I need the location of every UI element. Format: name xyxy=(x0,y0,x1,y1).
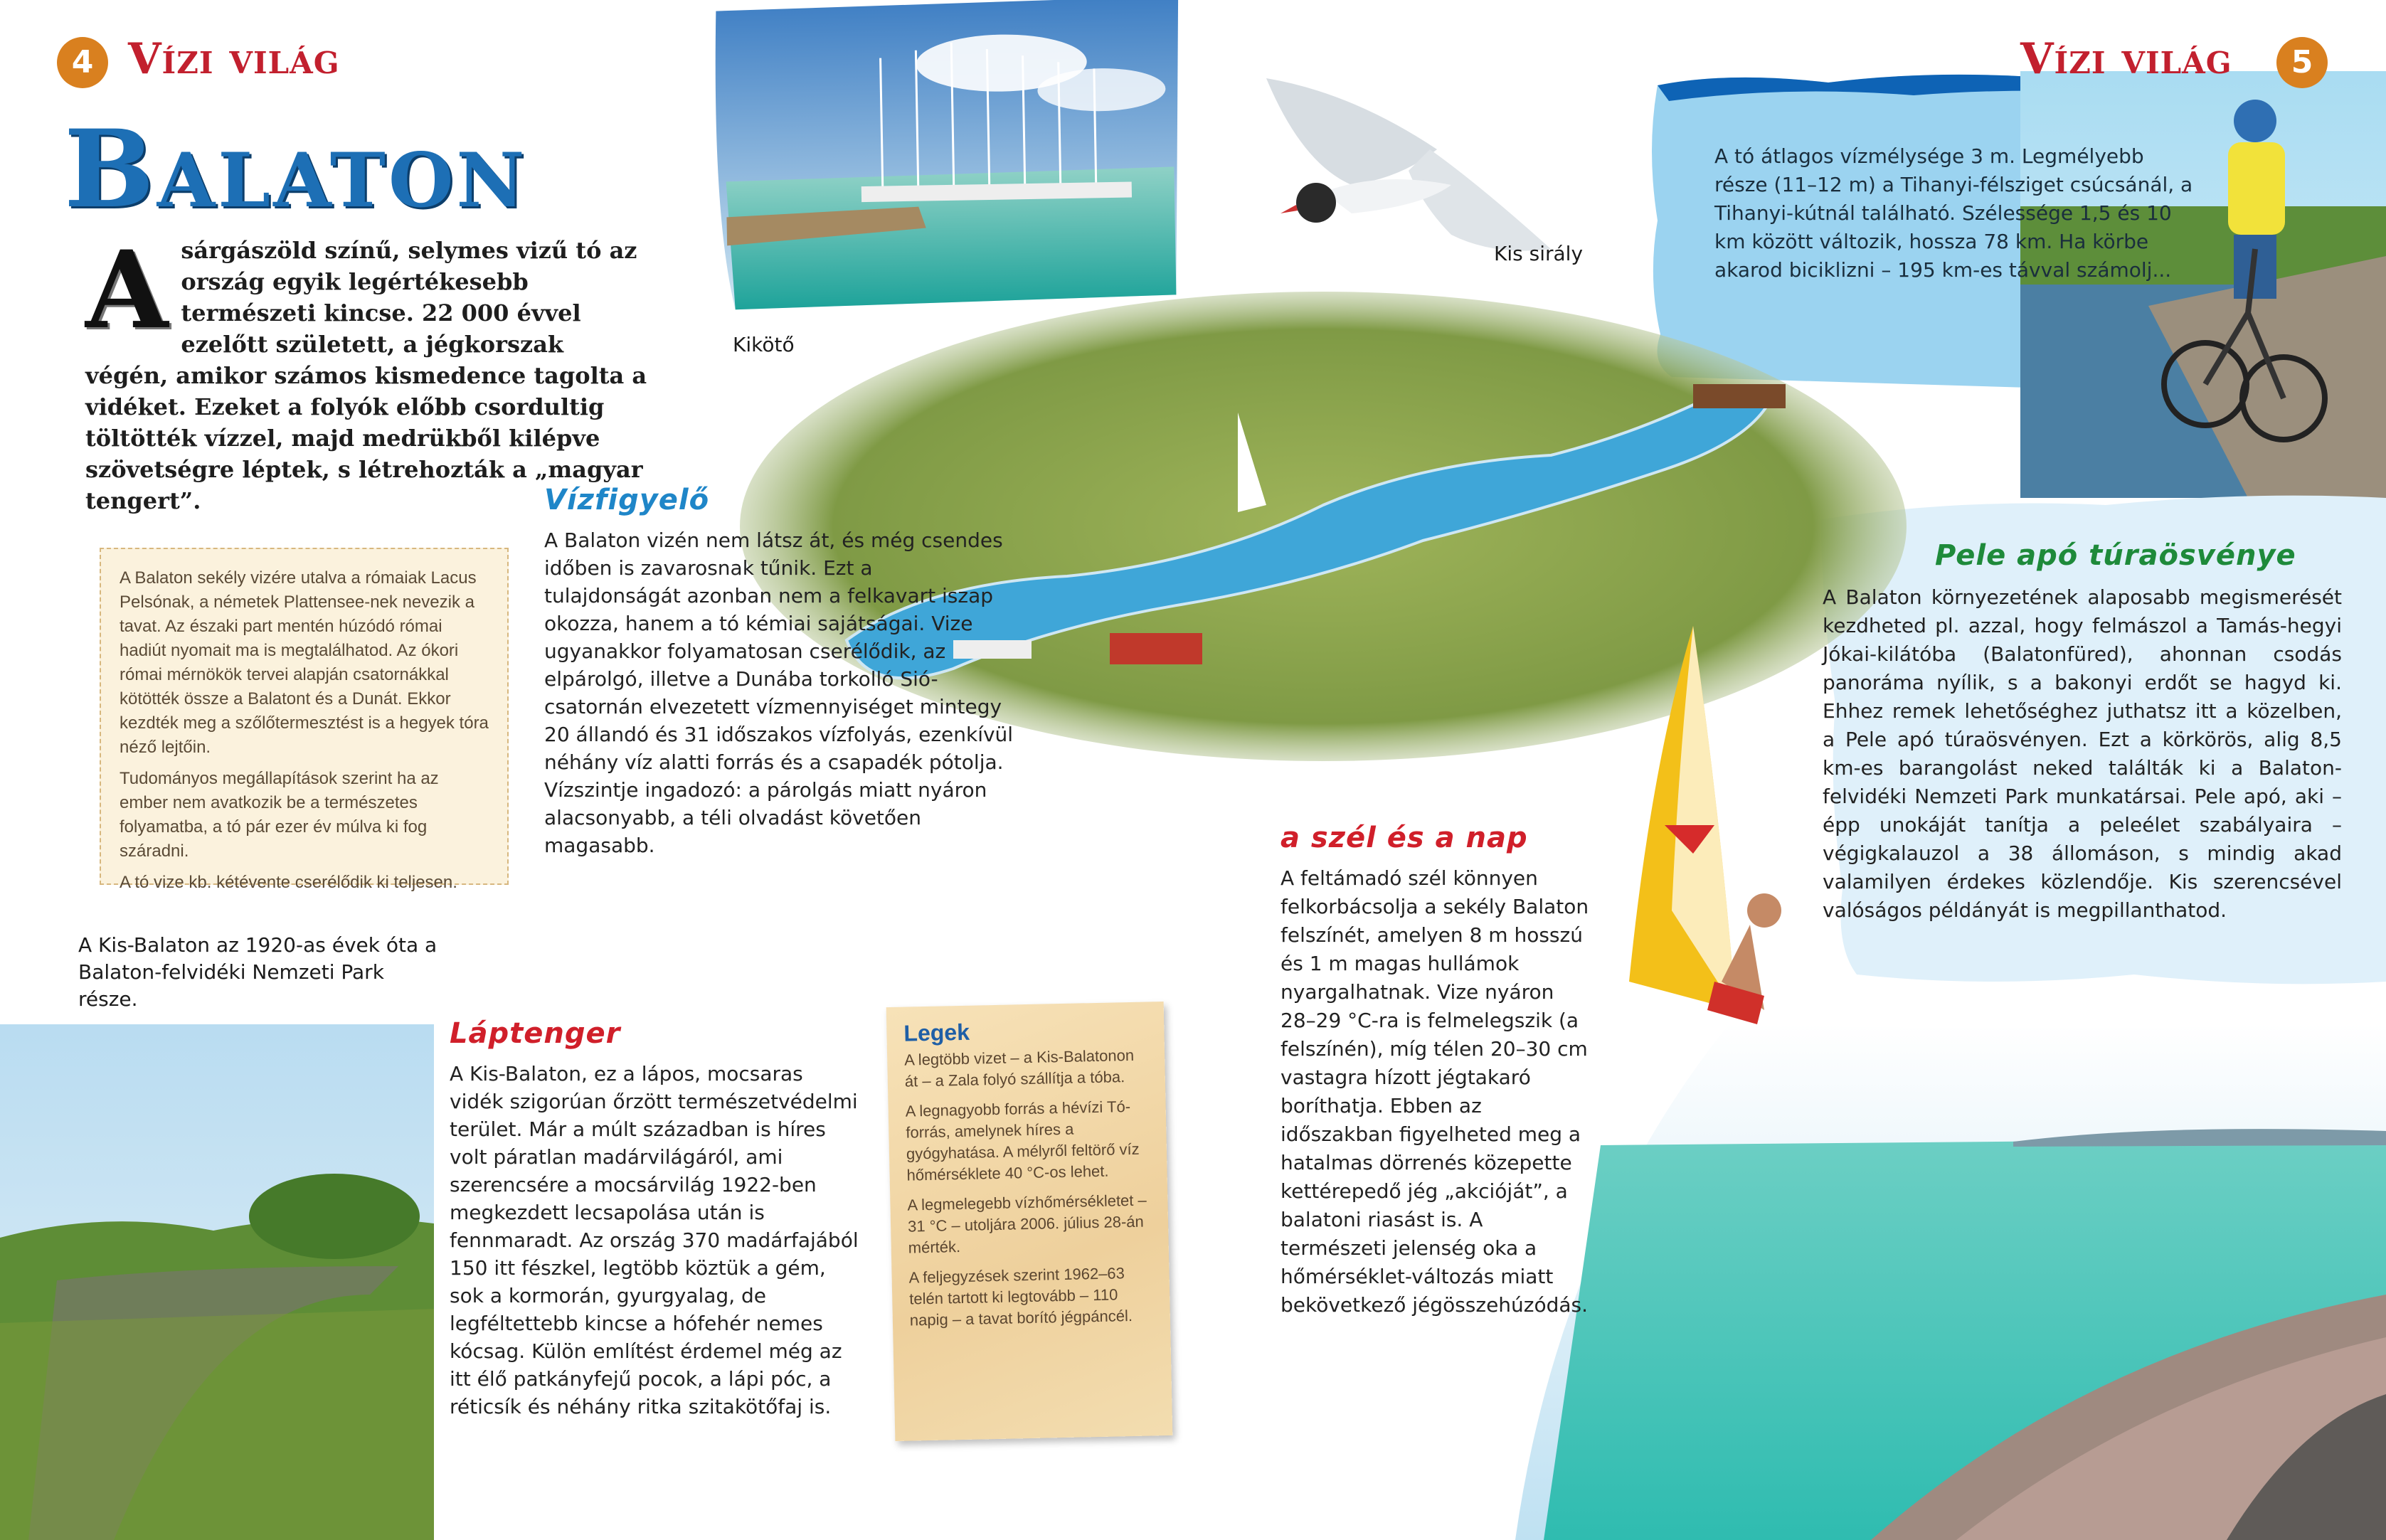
legek-item: A legmelegebb vízhőmérsékletet – 31 °C – utoljára 2006. július 28-án mérték. xyxy=(907,1191,1147,1257)
left-running-title: Vízi világ xyxy=(128,34,340,84)
legek-item: A legnagyobb forrás a hévízi Tó-forrás, amelynek híres a gyógyhatása. A mélyről feltörő víz hőmérséklete 40 °C-os lehet. xyxy=(905,1097,1140,1184)
szel-heading: a szél és a nap xyxy=(1281,822,1528,854)
kis-balaton-photo xyxy=(0,1024,434,1540)
sea-shore-photo xyxy=(1515,1024,2386,1540)
roman-history-box xyxy=(100,548,509,892)
depth-facts-text: A tó átlagos vízmélysége 3 m. Legmélyebb része (11–12 m) a Tihanyi-félsziget csúcsánál, a Tihanyi-kútnál található. Szélessége 1,5 és 10 km között változik, hossza 78 km. Ha körbe akarod biciklizni – 195 km-es távval számolj... xyxy=(1714,144,2193,282)
gull-illustration xyxy=(1238,64,1572,270)
right-running-title: Vízi világ xyxy=(2020,34,2232,84)
intro-paragraph xyxy=(85,228,647,516)
harbor-photo xyxy=(701,0,1191,317)
legek-heading: Legek xyxy=(903,1019,970,1046)
kis-balaton-caption: A Kis-Balaton az 1920-as évek óta a Balaton-felvidéki Nemzeti Park része. xyxy=(78,933,438,1011)
harbor-caption: Kikötő xyxy=(733,333,795,356)
roman-box-paragraph: Tudományos megállapítások szerint ha az ember nem avatkozik be a természetes folyamatba, a tó pár ezer év múlva ki fog száradni. xyxy=(120,769,439,861)
roman-box-paragraph: A tó vize kb. kétévente cserélődik ki teljesen. xyxy=(120,873,457,892)
page-title: Balaton xyxy=(64,107,528,232)
intro-text: sárgászöld színű, selymes vizű tó az ország egyik legértékesebb természeti kincse. 22 000 évvel ezelőtt született, a jégkorszak végén, amikor számos kismedence tagolta a vidéket. Ezeket a folyók előbb csordultig töltötték vízzel, majd medrükből kilépve szövetségre léptek, s létrehozták a „magyar tengert”. xyxy=(85,237,647,514)
laptenger-text: A Kis-Balaton, ez a lápos, mocsaras vidék szigorúan őrzött természetvédelmi terület. Már a múlt században is híres volt páratlan madárvilágáról, ami szerencsére a mocsárvilág 1922-ben megkezdett lecsapolása után is fennmaradt. Az ország 370 madárfajából 150 itt fészkel, legtöbb köztük a gém, sok a kormorán, gyurgyalag, de legféltettebb kincse a hófehér nemes kócsag. Külön említést érdemel még az itt élő patkányfejű pocok, a lápi póc, a réticsík és néhány ritka szitakötőfaj is. xyxy=(450,1062,859,1418)
cyclist-photo xyxy=(2020,71,2386,498)
pele-heading: Pele apó túraösvénye xyxy=(1935,539,2296,572)
legek-item: A legtöbb vizet – a Kis-Balatonon át – a Zala folyó szállítja a tóba. xyxy=(903,1046,1135,1090)
laptenger-heading: Láptenger xyxy=(450,1017,621,1050)
legek-item: A feljegyzések szerint 1962–63 telén tartott ki legtovább – 110 napig – a tavat borító jégpáncél. xyxy=(908,1264,1133,1329)
right-page-number: 5 xyxy=(2276,37,2328,88)
vizfigyelo-heading: Vízfigyelő xyxy=(544,484,710,516)
drop-cap: A xyxy=(85,228,169,353)
gull-caption: Kis sirály xyxy=(1494,242,1584,265)
pele-text: A Balaton környezetének alaposabb megismerését kezdheted pl. azzal, hogy felmászol a Tamás-hegyi Jókai-kilátóba (Balatonfüred), ahonnan csodás panoráma nyílik, s a bakonyi erdőt se hagyd ki. Ehhez remek lehetőséghez juthatsz itt a közelben, a Pele apó túraösvényen. Ezt a körkörös, alig 8,5 km-es barangolást neked találták ki a Balaton-felvidéki Nemzeti Park munkatársai. Pele apó, aki – épp unokáját tanítja a peleélet szabályaira – végigkalauzol a 38 állomáson, s mindig akad valamilyen érdekes közlendője. Kis szerencsével valóságos példányát is megpillanthatod. xyxy=(1823,585,2342,922)
roman-box-paragraph: A Balaton sekély vizére utalva a rómaiak Lacus Pelsónak, a németek Plattensee-nek nevezik a tavat. Az északi part mentén húzódó római hadiút nyomait ma is megtalálhatod. Az ókori római mérnökök tervei alapján csatornákkal kötötték össze a Balatont és a Dunát. Ekkor kezdték meg a szőlőtermesztést is a hegyek tóra néző lejtőin. xyxy=(120,568,489,757)
legek-note xyxy=(886,1002,1173,1441)
left-page-number: 4 xyxy=(57,37,108,88)
szel-text: A feltámadó szél könnyen felkorbácsolja a sekély Balaton felszínét, amelyen 8 m hosszú és 1 m magas hullámok nyargalhatnak. Vize nyáron 28–29 °C-ra is felmelegszik (a felszínén), míg télen 20–30 cm vastagra hízott jégtakaró boríthatja. Ebben az időszakban figyelheted meg a hatalmas dörrenés közepette kettérepedő jég „akcióját”, a balatoni riasást is. A természeti jelenség oka a hőmérséklet-változás miatt bekövetkező jégösszehúzódás. xyxy=(1281,866,1589,1317)
vizfigyelo-text: A Balaton vizén nem látsz át, és még csendes időben is zavarosnak tűnik. Ezt a tulajdonságát azonban nem a felkavart iszap okozza, hanem a tó kémiai sajátságai. Vize ugyanakkor folyamatosan cserélődik, az elpárolgó, illetve a Dunába torkolló Sió-csatornán elvezetett vízmennyiséget mintegy 20 állandó és 31 időszakos vízfolyás, ezenkívül néhány víz alatti forrás és a csapadék pótolja. Vízszintje ingadozó: a párolgás miatt nyáron alacsonyabb, a téli olvadást követően magasabb. xyxy=(544,529,1014,857)
